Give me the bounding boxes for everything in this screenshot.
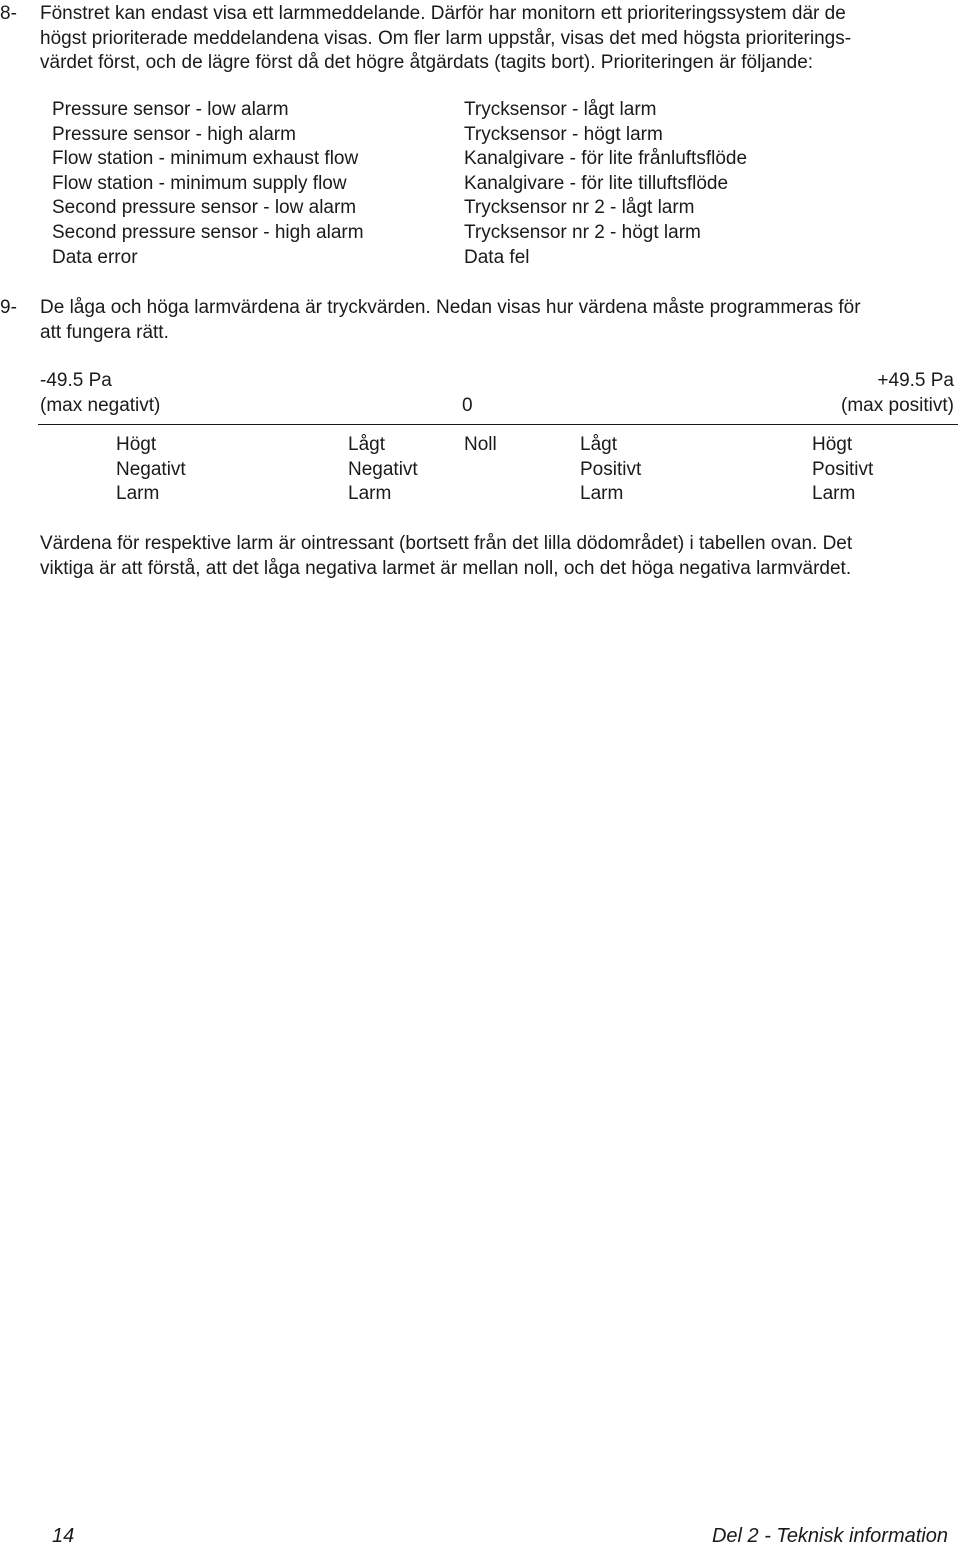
scale-min-note: (max negativt) [40, 395, 161, 416]
list-item: Second pressure sensor - low alarm [52, 197, 357, 219]
scale-max-value: +49.5 Pa [877, 370, 954, 391]
scale-zero-value: 0 [462, 395, 473, 416]
list-item: Kanalgivare - för lite frånluftsflöde [464, 148, 748, 170]
list-item: Second pressure sensor - high alarm [52, 221, 364, 243]
paragraph-line: att fungera rätt. [40, 321, 169, 343]
list-item: Data fel [464, 246, 530, 268]
zone-label: Negativt [116, 458, 186, 480]
priority-list-english [52, 98, 364, 270]
zone-label: Larm [580, 483, 624, 505]
zone-label: Larm [812, 483, 856, 505]
list-item: Kanalgivare - för lite tilluftsflöde [464, 172, 729, 194]
list-item: Trycksensor - högt larm [464, 123, 663, 145]
scale-min-value: -49.5 Pa [40, 370, 112, 391]
paragraph-line: högst prioriterade meddelandena visas. Om fler larm uppstår, visas det med högsta prioriterings- [40, 27, 852, 49]
list-item: Pressure sensor - high alarm [52, 123, 296, 145]
list-item: Pressure sensor - low alarm [52, 99, 289, 120]
footer-section-title: Del 2 - Teknisk information [711, 1525, 948, 1547]
paragraph-line: Fönstret kan endast visa ett larmmeddelande. Därför har monitorn ett prioriteringssystem där de [40, 3, 846, 24]
zone-zero [464, 433, 497, 458]
paragraph-line: viktiga är att förstå, att det låga negativa larmet är mellan noll, och det höga negativa larmvärdet. [40, 557, 852, 579]
section-9-number: 9- [0, 297, 17, 318]
zone-label: Högt [812, 434, 853, 455]
list-item: Flow station - minimum exhaust flow [52, 148, 359, 170]
list-item: Flow station - minimum supply flow [52, 172, 347, 194]
zone-label: Lågt [580, 434, 617, 455]
list-item: Trycksensor nr 2 - högt larm [464, 221, 701, 243]
zone-label: Larm [116, 483, 160, 505]
paragraph-line: De låga och höga larmvärdena är tryckvärden. Nedan visas hur värdena måste programmeras för [40, 297, 861, 318]
page-number: 14 [52, 1525, 75, 1547]
zone-label: Högt [116, 434, 157, 455]
section-8-paragraph [40, 2, 851, 76]
paragraph-line: Värdena för respektive larm är ointressant (bortsett från det lilla dödområdet) i tabellen ovan. Det [40, 533, 853, 554]
list-item: Trycksensor - lågt larm [464, 99, 657, 120]
section-8-number: 8- [0, 3, 17, 24]
zone-label: Larm [348, 483, 392, 505]
paragraph-line: värdet först, och de lägre först då det högre åtgärdats (tagits bort). Prioriteringen är följande: [40, 52, 814, 74]
zone-high-positive [812, 433, 873, 507]
closing-paragraph [40, 532, 852, 581]
zone-label: Lågt [348, 434, 385, 455]
zone-low-positive [580, 433, 641, 507]
scale-axis-line [38, 424, 958, 425]
scale-max-note: (max positivt) [841, 395, 954, 416]
list-item: Data error [52, 246, 138, 268]
zone-label: Negativt [348, 458, 418, 480]
zone-low-negative [348, 433, 418, 507]
zone-label: Noll [464, 434, 497, 455]
zone-high-negative [116, 433, 186, 507]
zone-label: Positivt [812, 458, 874, 480]
zone-label: Positivt [580, 458, 642, 480]
priority-list-swedish [464, 98, 747, 270]
list-item: Trycksensor nr 2 - lågt larm [464, 197, 695, 219]
section-9-paragraph [40, 296, 861, 345]
